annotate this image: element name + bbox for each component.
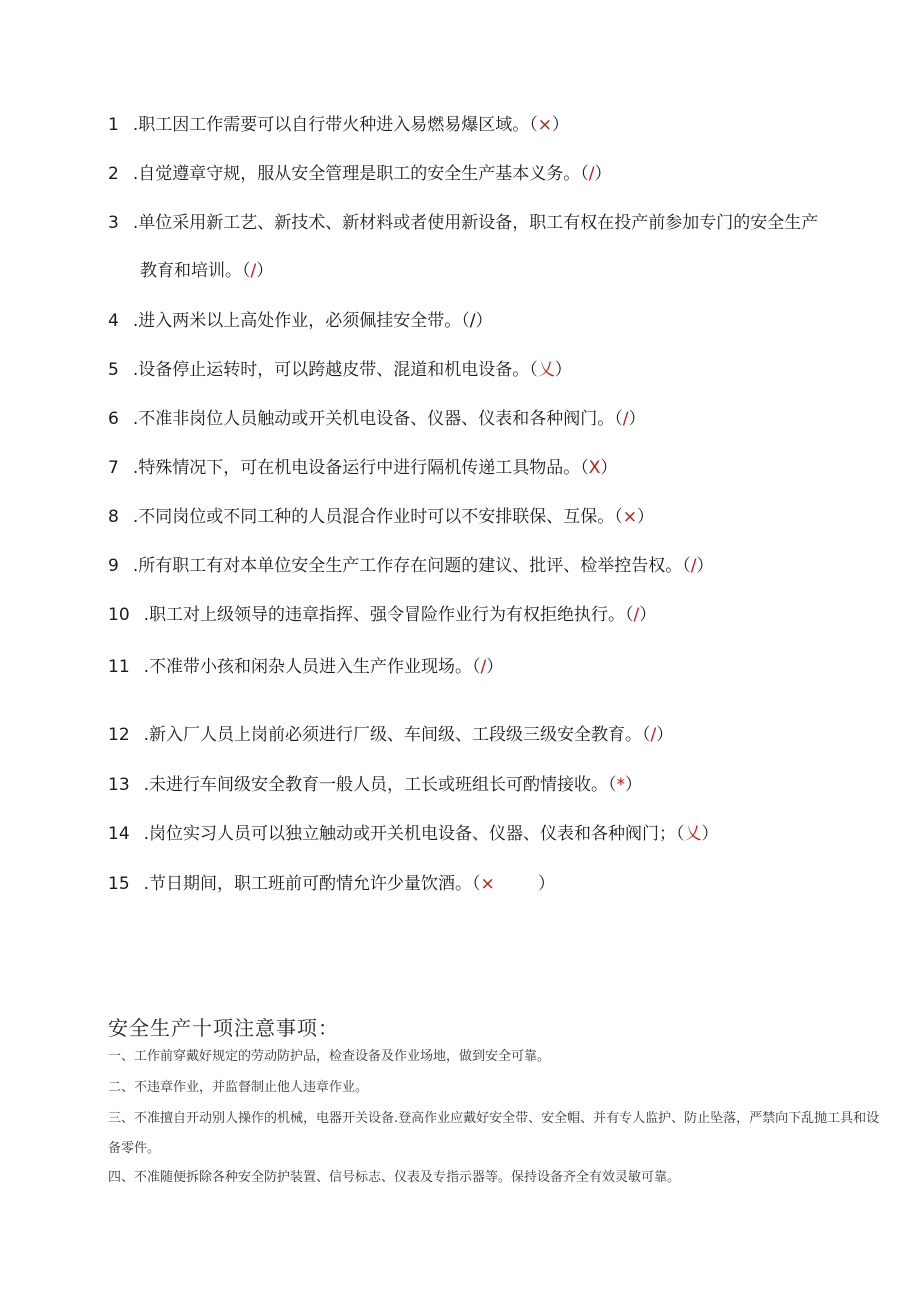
question-continuation: 教育和培训。（/）: [140, 261, 274, 281]
question-number: 12: [108, 725, 130, 745]
answer-mark: /: [588, 164, 595, 184]
question-1: 1 .职工因工作需要可以自行带火种进入易燃易爆区域。（×）: [108, 112, 890, 138]
question-2: 2 .自觉遵章守规，服从安全管理是职工的安全生产基本义务。（/）: [108, 161, 890, 187]
answer-mark: 乂: [537, 360, 555, 380]
question-11: 11 .不准带小孩和闲杂人员进入生产作业现场。（/）: [108, 654, 890, 680]
question-number: 11: [108, 657, 130, 677]
answer-blank: [495, 874, 538, 894]
question-number: 13: [108, 775, 130, 795]
question-number: 14: [108, 824, 130, 844]
question-text: .职工因工作需要可以自行带火种进入易燃易爆区域。: [132, 115, 530, 135]
question-number: 3: [108, 213, 119, 233]
question-text: .新入厂人员上岗前必须进行厂级、车间级、工段级三级安全教育。: [143, 725, 643, 745]
question-text: .自觉遵章守规，服从安全管理是职工的安全生产基本义务。: [132, 164, 581, 184]
question-text: .单位采用新工艺、新技术、新材料或者使用新设备，职工有权在投产前参加专门的安全生产: [132, 213, 819, 233]
answer-mark: ×: [537, 115, 552, 135]
question-number: 4: [108, 311, 119, 331]
answer-mark: /: [250, 261, 257, 281]
question-text: .不同岗位或不同工种的人员混合作业时可以不安排联保、互保。: [132, 507, 615, 527]
question-15: 15 .节日期间，职工班前可酌情允许少量饮酒。（× ）: [108, 871, 890, 897]
question-number: 5: [108, 360, 119, 380]
question-text: .特殊情况下，可在机电设备运行中进行隔机传递工具物品。: [132, 458, 581, 478]
answer-mark: 乂: [684, 824, 702, 844]
note-item-2: 二、不违章作业，并监督制止他人违章作业。: [108, 1080, 369, 1095]
note-item-3: 三、不准擅自开动别人操作的机械，电器开关设备.登高作业应戴好安全带、安全帽、并有专人监护、防止坠落，严禁向下乱抛工具和设备零件。: [108, 1111, 880, 1156]
question-number: 6: [108, 409, 119, 429]
question-text: .设备停止运转时，可以跨越皮带、混道和机电设备。: [132, 360, 530, 380]
question-10: 10 .职工对上级领导的违章指挥、强令冒险作业行为有权拒绝执行。（/）: [108, 602, 890, 628]
question-text: .职工对上级领导的违章指挥、强令冒险作业行为有权拒绝执行。: [143, 605, 626, 625]
question-7: 7 .特殊情况下，可在机电设备运行中进行隔机传递工具物品。（X）: [108, 455, 890, 481]
answer-mark: /: [622, 409, 629, 429]
question-text: .不准非岗位人员触动或开关机电设备、仪器、仪表和各种阀门。: [132, 409, 615, 429]
question-text: .所有职工有对本单位安全生产工作存在问题的建议、批评、检举控告权。: [132, 556, 683, 576]
question-text: .不准带小孩和闲杂人员进入生产作业现场。: [143, 657, 473, 677]
question-4: 4 .进入两米以上高处作业，必须佩挂安全带。（/）: [108, 308, 890, 334]
answer-mark: /: [650, 725, 657, 745]
question-text: .节日期间，职工班前可酌情允许少量饮酒。: [143, 874, 473, 894]
answer-mark: X: [588, 458, 601, 478]
question-13: 13 .未进行车间级安全教育一般人员，工长或班组长可酌情接收。（*）: [108, 772, 890, 798]
answer-mark: /: [633, 605, 640, 625]
question-number: 10: [108, 605, 130, 625]
question-text-cont: 教育和培训。: [140, 261, 242, 281]
note-item-1: 一、工作前穿戴好规定的劳动防护品，检查设备及作业场地，做到安全可靠。: [108, 1049, 551, 1064]
question-5: 5 .设备停止运转时，可以跨越皮带、混道和机电设备。（乂）: [108, 357, 890, 383]
answer-mark: /: [480, 657, 487, 677]
question-12: 12 .新入厂人员上岗前必须进行厂级、车间级、工段级三级安全教育。（/）: [108, 722, 890, 748]
question-14: 14 .岗位实习人员可以独立触动或开关机电设备、仪器、仪表和各种阀门；（乂）: [108, 821, 890, 847]
answer-mark: /: [690, 556, 697, 576]
answer-mark: ×: [480, 874, 495, 894]
question-6: 6 .不准非岗位人员触动或开关机电设备、仪器、仪表和各种阀门。（/）: [108, 406, 890, 432]
answer-mark: /: [469, 311, 476, 331]
section-title: 安全生产十项注意事项：: [108, 1016, 339, 1040]
question-number: 2: [108, 164, 119, 184]
note-item-4: 四、不准随便拆除各种安全防护装置、信号标志、仪表及专指示器等。保持设备齐全有效灵敏可靠。: [108, 1170, 681, 1185]
question-text: .进入两米以上高处作业，必须佩挂安全带。: [132, 311, 462, 331]
question-9: 9 .所有职工有对本单位安全生产工作存在问题的建议、批评、检举控告权。（/）: [108, 553, 890, 579]
answer-mark: *: [616, 775, 626, 795]
question-number: 9: [108, 556, 119, 576]
question-number: 15: [108, 874, 130, 894]
question-3: [108, 210, 890, 284]
answer-mark: ×: [622, 507, 637, 527]
question-number: 8: [108, 507, 119, 527]
question-number: 7: [108, 458, 119, 478]
question-text: .未进行车间级安全教育一般人员，工长或班组长可酌情接收。: [143, 775, 609, 795]
question-8: 8 .不同岗位或不同工种的人员混合作业时可以不安排联保、互保。（×）: [108, 504, 890, 530]
question-number: 1: [108, 115, 119, 135]
question-text: .岗位实习人员可以独立触动或开关机电设备、仪器、仪表和各种阀门；: [143, 824, 677, 844]
